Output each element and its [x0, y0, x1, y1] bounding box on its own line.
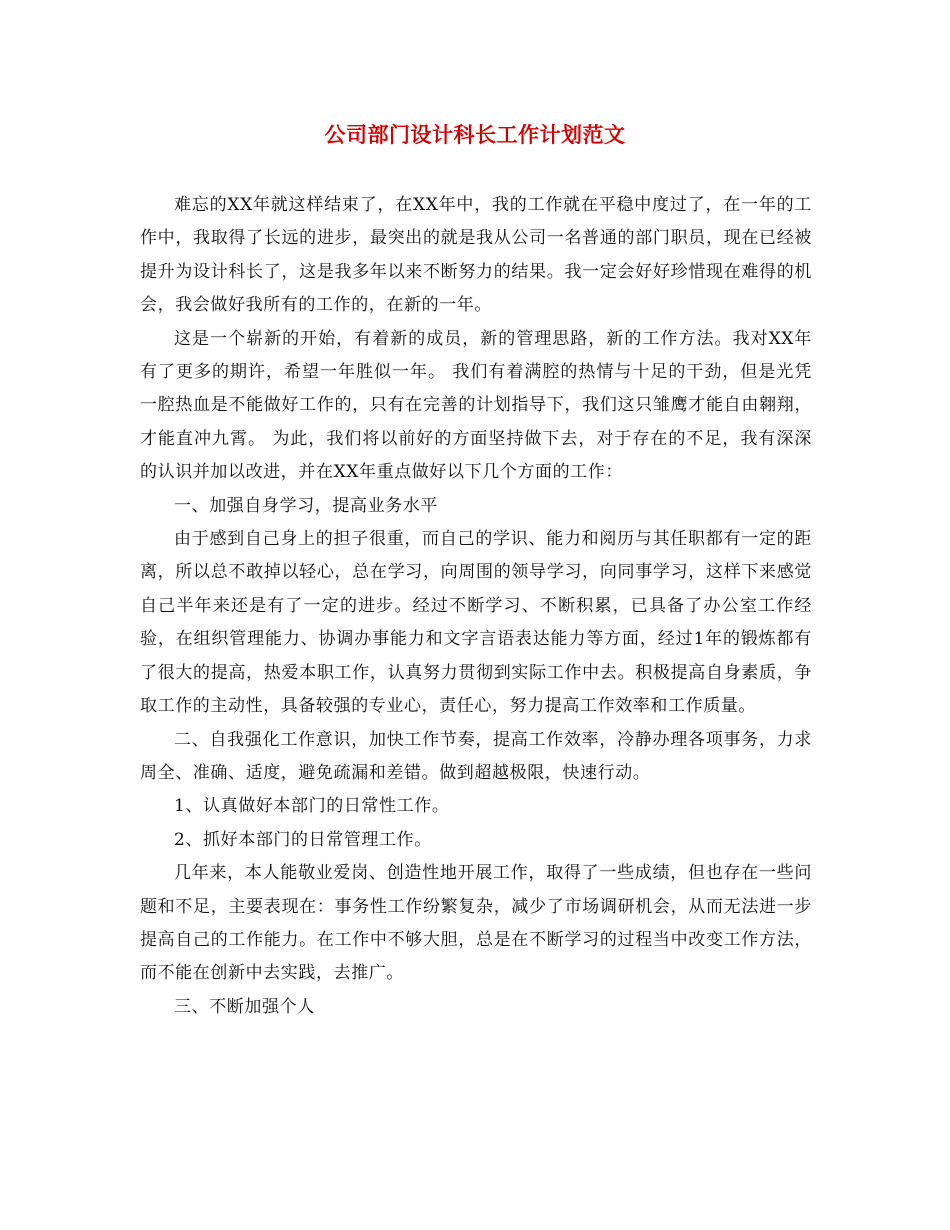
- document-title: 公司部门设计科长工作计划范文: [324, 122, 626, 147]
- paragraph-new-start: 这是一个崭新的开始，有着新的成员，新的管理思路，新的工作方法。我对XX年有了更多的期许，希望一年胜似一年。 我们有着满腔的热情与十足的干劲，但是光凭一腔热血是不能做好工作的，只有在完善的计划指导下，我们这只雏鹰才能自由翱翔，才能直冲九霄。 为此，我们将以前好的方面坚持做下去，对于存在的不足，我有深深的认识并加以改进，并在XX年重点做好以下几个方面的工作：: [140, 328, 812, 483]
- document-body: [140, 189, 812, 1024]
- section-heading-3: 三、不断加强个人: [174, 996, 315, 1017]
- list-item-2: 2、抓好本部门的日常管理工作。: [174, 829, 432, 850]
- paragraph-learning: 由于感到自己身上的担子很重，而自己的学识、能力和阅历与其任职都有一定的距离，所以总不敢掉以轻心，总在学习，向周围的领导学习，向同事学习，这样下来感觉自己半年来还是有了一定的进步。经过不断学习、不断积累，已具备了办公室工作经验，在组织管理能力、协调办事能力和文字言语表达能力等方面，经过1年的锻炼都有了很大的提高，热爱本职工作，认真努力贯彻到实际工作中去。积极提高自身素质，争取工作的主动性，具备较强的专业心，责任心，努力提高工作效率和工作质量。: [140, 529, 812, 717]
- list-item-1: 1、认真做好本部门的日常性工作。: [174, 796, 450, 817]
- paragraph-intro: 难忘的XX年就这样结束了，在XX年中，我的工作就在平稳中度过了，在一年的工作中，我取得了长远的进步，最突出的就是我从公司一名普通的部门职员，现在已经被提升为设计科长了，这是我多年以来不断努力的结果。我一定会好好珍惜现在难得的机会，我会做好我所有的工作的，在新的一年。: [140, 195, 812, 316]
- section-heading-2: 二、自我强化工作意识，加快工作节奏，提高工作效率，冷静办理各项事务，力求周全、准确、适度，避免疏漏和差错。做到超越极限，快速行动。: [140, 729, 812, 783]
- paragraph-shortcomings: 几年来，本人能敬业爱岗、创造性地开展工作，取得了一些成绩，但也存在一些问题和不足，主要表现在：事务性工作纷繁复杂，减少了市场调研机会，从而无法进一步提高自己的工作能力。在工作中不够大胆，总是在不断学习的过程当中改变工作方法，而不能在创新中去实践，去推广。: [140, 863, 812, 984]
- section-heading-1: 一、加强自身学习，提高业务水平: [174, 495, 438, 516]
